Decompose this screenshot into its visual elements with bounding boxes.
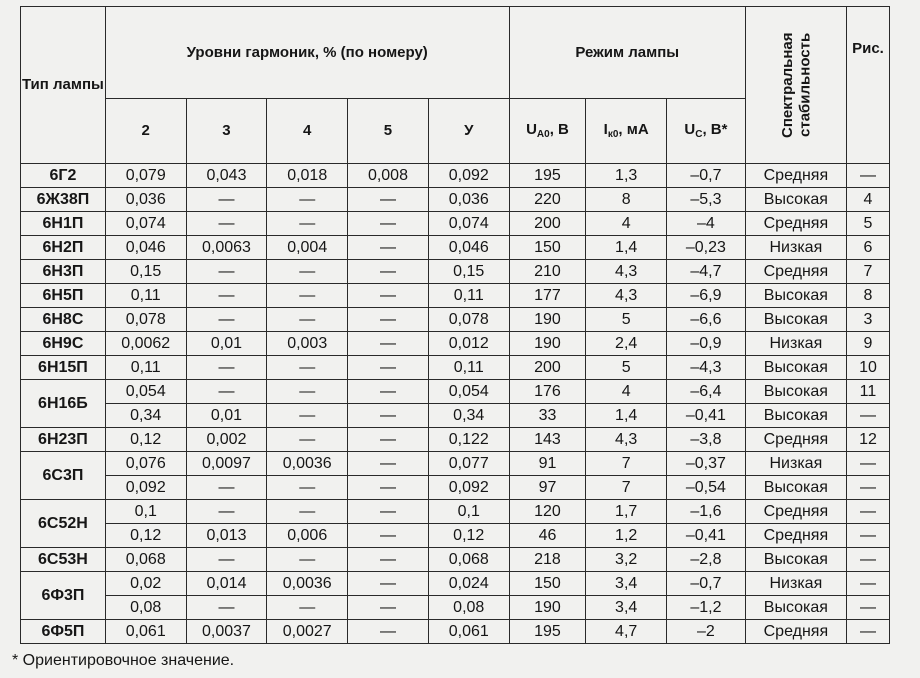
mode-header: Режим лампы bbox=[509, 7, 745, 99]
table-row bbox=[21, 404, 890, 428]
harmonic-col-header: 5 bbox=[348, 98, 429, 163]
grid-voltage-cell: –0,37 bbox=[667, 452, 746, 476]
harmonic-3-cell: — bbox=[186, 188, 267, 212]
lamp-type-cell: 6С53Н bbox=[21, 548, 106, 572]
harmonic-sum-cell: 0,078 bbox=[428, 308, 509, 332]
cathode-current-cell: 8 bbox=[586, 188, 667, 212]
cathode-current-cell: 4 bbox=[586, 380, 667, 404]
harmonic-2-cell: 0,046 bbox=[105, 236, 186, 260]
harmonic-2-cell: 0,11 bbox=[105, 284, 186, 308]
lamp-type-cell: 6С52Н bbox=[21, 500, 106, 548]
harmonic-2-cell: 0,061 bbox=[105, 620, 186, 644]
harmonic-sum-cell: 0,074 bbox=[428, 212, 509, 236]
figure-cell: — bbox=[846, 572, 889, 596]
harmonic-3-cell: 0,013 bbox=[186, 524, 267, 548]
grid-voltage-cell: –3,8 bbox=[667, 428, 746, 452]
harmonic-3-cell: — bbox=[186, 284, 267, 308]
lamp-type-cell: 6Ф3П bbox=[21, 572, 106, 620]
harmonic-3-cell: — bbox=[186, 308, 267, 332]
table-row bbox=[21, 236, 890, 260]
anode-voltage-cell: 97 bbox=[509, 476, 586, 500]
harmonic-4-cell: 0,003 bbox=[267, 332, 348, 356]
grid-voltage-cell: –4 bbox=[667, 212, 746, 236]
harmonic-5-cell: — bbox=[348, 452, 429, 476]
anode-voltage-cell: 210 bbox=[509, 260, 586, 284]
anode-voltage-cell: 120 bbox=[509, 500, 586, 524]
cathode-current-cell: 4,3 bbox=[586, 428, 667, 452]
harmonic-sum-cell: 0,15 bbox=[428, 260, 509, 284]
harmonic-3-cell: — bbox=[186, 548, 267, 572]
lamp-type-cell: 6С3П bbox=[21, 452, 106, 500]
harmonic-4-cell: — bbox=[267, 380, 348, 404]
harmonic-sum-cell: 0,11 bbox=[428, 356, 509, 380]
figure-cell: 6 bbox=[846, 236, 889, 260]
anode-voltage-cell: 190 bbox=[509, 332, 586, 356]
figure-cell: — bbox=[846, 596, 889, 620]
grid-voltage-header: $U_C$, В* bbox=[667, 98, 746, 163]
stability-cell: Средняя bbox=[745, 428, 846, 452]
harmonic-2-cell: 0,12 bbox=[105, 428, 186, 452]
figure-cell: — bbox=[846, 524, 889, 548]
anode-voltage-cell: 190 bbox=[509, 308, 586, 332]
stability-cell: Высокая bbox=[745, 308, 846, 332]
anode-voltage-cell: 176 bbox=[509, 380, 586, 404]
harmonic-3-cell: — bbox=[186, 596, 267, 620]
anode-voltage-cell: 200 bbox=[509, 356, 586, 380]
harmonic-3-cell: — bbox=[186, 380, 267, 404]
harmonic-sum-cell: 0,046 bbox=[428, 236, 509, 260]
table-row bbox=[21, 164, 890, 188]
harmonic-2-cell: 0,054 bbox=[105, 380, 186, 404]
harmonic-4-cell: — bbox=[267, 356, 348, 380]
figure-cell: — bbox=[846, 620, 889, 644]
table-row bbox=[21, 332, 890, 356]
table-row bbox=[21, 572, 890, 596]
harmonic-2-cell: 0,092 bbox=[105, 476, 186, 500]
harmonic-sum-cell: 0,12 bbox=[428, 524, 509, 548]
harmonic-2-cell: 0,076 bbox=[105, 452, 186, 476]
lamp-type-cell: 6Г2 bbox=[21, 164, 106, 188]
harmonic-col-header: 4 bbox=[267, 98, 348, 163]
harmonic-3-cell: 0,01 bbox=[186, 404, 267, 428]
harmonic-sum-cell: 0,054 bbox=[428, 380, 509, 404]
harmonic-sum-cell: 0,068 bbox=[428, 548, 509, 572]
harmonic-3-cell: 0,0097 bbox=[186, 452, 267, 476]
harmonic-2-cell: 0,036 bbox=[105, 188, 186, 212]
harmonic-2-cell: 0,02 bbox=[105, 572, 186, 596]
table-row bbox=[21, 308, 890, 332]
figure-cell: — bbox=[846, 164, 889, 188]
harmonic-sum-cell: 0,092 bbox=[428, 164, 509, 188]
lamp-type-cell: 6Н23П bbox=[21, 428, 106, 452]
grid-voltage-cell: –0,23 bbox=[667, 236, 746, 260]
stability-cell: Средняя bbox=[745, 524, 846, 548]
harmonic-4-cell: — bbox=[267, 428, 348, 452]
harmonic-sum-cell: 0,012 bbox=[428, 332, 509, 356]
harmonic-3-cell: 0,002 bbox=[186, 428, 267, 452]
grid-voltage-cell: –0,54 bbox=[667, 476, 746, 500]
harmonic-4-cell: — bbox=[267, 500, 348, 524]
lamp-type-cell: 6Ж38П bbox=[21, 188, 106, 212]
harmonic-3-cell: — bbox=[186, 356, 267, 380]
grid-voltage-cell: –0,7 bbox=[667, 164, 746, 188]
lamp-type-cell: 6Н1П bbox=[21, 212, 106, 236]
harmonic-2-cell: 0,15 bbox=[105, 260, 186, 284]
anode-voltage-cell: 177 bbox=[509, 284, 586, 308]
figure-cell: 5 bbox=[846, 212, 889, 236]
harmonic-5-cell: — bbox=[348, 500, 429, 524]
anode-voltage-header: $U_{A0}$, В bbox=[509, 98, 586, 163]
harmonic-2-cell: 0,0062 bbox=[105, 332, 186, 356]
harmonic-2-cell: 0,079 bbox=[105, 164, 186, 188]
anode-voltage-cell: 91 bbox=[509, 452, 586, 476]
grid-voltage-cell: –6,9 bbox=[667, 284, 746, 308]
figure-cell: 4 bbox=[846, 188, 889, 212]
stability-header: Спектральная стабильность bbox=[745, 7, 846, 164]
harmonic-5-cell: — bbox=[348, 308, 429, 332]
lamp-type-cell: 6Н2П bbox=[21, 236, 106, 260]
cathode-current-header: $I_{к0}$, мА bbox=[586, 98, 667, 163]
harmonic-col-header: 3 bbox=[186, 98, 267, 163]
stability-cell: Низкая bbox=[745, 452, 846, 476]
grid-voltage-cell: –1,6 bbox=[667, 500, 746, 524]
table-body bbox=[21, 164, 890, 644]
grid-voltage-cell: –2,8 bbox=[667, 548, 746, 572]
stability-cell: Средняя bbox=[745, 164, 846, 188]
harmonic-3-cell: 0,0037 bbox=[186, 620, 267, 644]
figure-cell: — bbox=[846, 476, 889, 500]
harmonic-3-cell: 0,01 bbox=[186, 332, 267, 356]
lamp-type-cell: 6Н9С bbox=[21, 332, 106, 356]
harmonic-4-cell: 0,018 bbox=[267, 164, 348, 188]
stability-cell: Средняя bbox=[745, 212, 846, 236]
harmonic-4-cell: — bbox=[267, 284, 348, 308]
table-row bbox=[21, 284, 890, 308]
harmonic-5-cell: — bbox=[348, 572, 429, 596]
harmonic-sum-cell: 0,061 bbox=[428, 620, 509, 644]
cathode-current-cell: 4 bbox=[586, 212, 667, 236]
figure-cell: 3 bbox=[846, 308, 889, 332]
table-row bbox=[21, 212, 890, 236]
harmonic-5-cell: — bbox=[348, 620, 429, 644]
cathode-current-cell: 7 bbox=[586, 452, 667, 476]
harmonic-4-cell: — bbox=[267, 596, 348, 620]
cathode-current-cell: 1,3 bbox=[586, 164, 667, 188]
harmonic-3-cell: — bbox=[186, 476, 267, 500]
harmonic-2-cell: 0,12 bbox=[105, 524, 186, 548]
harmonic-4-cell: 0,0036 bbox=[267, 452, 348, 476]
lamp-harmonics-table bbox=[20, 6, 890, 644]
harmonic-3-cell: 0,014 bbox=[186, 572, 267, 596]
anode-voltage-cell: 218 bbox=[509, 548, 586, 572]
harmonic-3-cell: 0,0063 bbox=[186, 236, 267, 260]
harmonic-5-cell: — bbox=[348, 356, 429, 380]
harmonic-sum-cell: 0,1 bbox=[428, 500, 509, 524]
harmonic-5-cell: — bbox=[348, 236, 429, 260]
grid-voltage-cell: –6,6 bbox=[667, 308, 746, 332]
cathode-current-cell: 3,4 bbox=[586, 572, 667, 596]
stability-cell: Высокая bbox=[745, 380, 846, 404]
harmonic-4-cell: — bbox=[267, 212, 348, 236]
harmonic-col-header: 2 bbox=[105, 98, 186, 163]
figure-cell: 12 bbox=[846, 428, 889, 452]
figure-cell: — bbox=[846, 404, 889, 428]
anode-voltage-cell: 33 bbox=[509, 404, 586, 428]
harmonic-4-cell: 0,004 bbox=[267, 236, 348, 260]
grid-voltage-cell: –0,41 bbox=[667, 524, 746, 548]
harmonic-5-cell: — bbox=[348, 188, 429, 212]
harmonic-sum-cell: 0,34 bbox=[428, 404, 509, 428]
lamp-type-cell: 6Ф5П bbox=[21, 620, 106, 644]
lamp-type-cell: 6Н5П bbox=[21, 284, 106, 308]
harmonic-5-cell: 0,008 bbox=[348, 164, 429, 188]
anode-voltage-cell: 195 bbox=[509, 620, 586, 644]
figure-cell: 9 bbox=[846, 332, 889, 356]
anode-voltage-cell: 150 bbox=[509, 572, 586, 596]
harmonic-2-cell: 0,1 bbox=[105, 500, 186, 524]
cathode-current-cell: 4,7 bbox=[586, 620, 667, 644]
table-row bbox=[21, 620, 890, 644]
figure-cell: 7 bbox=[846, 260, 889, 284]
table-row bbox=[21, 476, 890, 500]
harmonic-4-cell: 0,0036 bbox=[267, 572, 348, 596]
grid-voltage-cell: –1,2 bbox=[667, 596, 746, 620]
harmonic-2-cell: 0,34 bbox=[105, 404, 186, 428]
harmonic-5-cell: — bbox=[348, 524, 429, 548]
harmonic-sum-cell: 0,11 bbox=[428, 284, 509, 308]
harmonic-5-cell: — bbox=[348, 212, 429, 236]
table-row bbox=[21, 524, 890, 548]
table-row bbox=[21, 356, 890, 380]
grid-voltage-cell: –2 bbox=[667, 620, 746, 644]
lamp-type-cell: 6Н3П bbox=[21, 260, 106, 284]
stability-cell: Высокая bbox=[745, 596, 846, 620]
figure-cell: — bbox=[846, 452, 889, 476]
stability-cell: Средняя bbox=[745, 260, 846, 284]
harmonic-5-cell: — bbox=[348, 260, 429, 284]
harmonic-4-cell: 0,006 bbox=[267, 524, 348, 548]
harmonic-4-cell: — bbox=[267, 548, 348, 572]
harmonic-sum-cell: 0,036 bbox=[428, 188, 509, 212]
grid-voltage-cell: –6,4 bbox=[667, 380, 746, 404]
figure-header: Рис. bbox=[846, 7, 889, 164]
stability-cell: Высокая bbox=[745, 188, 846, 212]
harmonic-5-cell: — bbox=[348, 332, 429, 356]
anode-voltage-cell: 200 bbox=[509, 212, 586, 236]
cathode-current-cell: 2,4 bbox=[586, 332, 667, 356]
cathode-current-cell: 1,4 bbox=[586, 236, 667, 260]
table-row bbox=[21, 548, 890, 572]
cathode-current-cell: 7 bbox=[586, 476, 667, 500]
table-row bbox=[21, 500, 890, 524]
harmonic-5-cell: — bbox=[348, 284, 429, 308]
anode-voltage-cell: 46 bbox=[509, 524, 586, 548]
table-row bbox=[21, 428, 890, 452]
footnote: * Ориентировочное значение. bbox=[12, 652, 235, 669]
harmonic-3-cell: — bbox=[186, 212, 267, 236]
harmonic-4-cell: — bbox=[267, 188, 348, 212]
stability-cell: Низкая bbox=[745, 572, 846, 596]
harmonic-3-cell: — bbox=[186, 500, 267, 524]
stability-cell: Высокая bbox=[745, 404, 846, 428]
cathode-current-cell: 1,2 bbox=[586, 524, 667, 548]
stability-cell: Высокая bbox=[745, 548, 846, 572]
anode-voltage-cell: 190 bbox=[509, 596, 586, 620]
harmonic-3-cell: — bbox=[186, 260, 267, 284]
figure-cell: 10 bbox=[846, 356, 889, 380]
table-row bbox=[21, 380, 890, 404]
harmonic-4-cell: — bbox=[267, 308, 348, 332]
harmonic-2-cell: 0,08 bbox=[105, 596, 186, 620]
harmonic-2-cell: 0,074 bbox=[105, 212, 186, 236]
header-row-top bbox=[21, 7, 890, 99]
harmonic-4-cell: — bbox=[267, 260, 348, 284]
figure-cell: — bbox=[846, 548, 889, 572]
lamp-type-cell: 6Н8С bbox=[21, 308, 106, 332]
harmonic-4-cell: — bbox=[267, 476, 348, 500]
harmonic-2-cell: 0,068 bbox=[105, 548, 186, 572]
harmonic-2-cell: 0,078 bbox=[105, 308, 186, 332]
lamp-type-cell: 6Н15П bbox=[21, 356, 106, 380]
stability-cell: Средняя bbox=[745, 620, 846, 644]
harmonic-col-header: У bbox=[428, 98, 509, 163]
cathode-current-cell: 3,2 bbox=[586, 548, 667, 572]
type-header: Тип лампы bbox=[21, 7, 106, 164]
harmonic-5-cell: — bbox=[348, 548, 429, 572]
stability-cell: Низкая bbox=[745, 332, 846, 356]
grid-voltage-cell: –0,9 bbox=[667, 332, 746, 356]
anode-voltage-cell: 150 bbox=[509, 236, 586, 260]
harmonic-5-cell: — bbox=[348, 596, 429, 620]
harmonic-5-cell: — bbox=[348, 476, 429, 500]
figure-cell: — bbox=[846, 500, 889, 524]
cathode-current-cell: 4,3 bbox=[586, 284, 667, 308]
harmonic-5-cell: — bbox=[348, 428, 429, 452]
stability-cell: Высокая bbox=[745, 284, 846, 308]
harmonic-sum-cell: 0,024 bbox=[428, 572, 509, 596]
table-row bbox=[21, 260, 890, 284]
anode-voltage-cell: 195 bbox=[509, 164, 586, 188]
cathode-current-cell: 1,7 bbox=[586, 500, 667, 524]
cathode-current-cell: 5 bbox=[586, 308, 667, 332]
cathode-current-cell: 1,4 bbox=[586, 404, 667, 428]
anode-voltage-cell: 143 bbox=[509, 428, 586, 452]
stability-cell: Высокая bbox=[745, 476, 846, 500]
table-row bbox=[21, 596, 890, 620]
harmonic-5-cell: — bbox=[348, 404, 429, 428]
lamp-type-cell: 6Н16Б bbox=[21, 380, 106, 428]
grid-voltage-cell: –5,3 bbox=[667, 188, 746, 212]
harmonic-4-cell: 0,0027 bbox=[267, 620, 348, 644]
harmonic-sum-cell: 0,077 bbox=[428, 452, 509, 476]
figure-cell: 8 bbox=[846, 284, 889, 308]
grid-voltage-cell: –4,7 bbox=[667, 260, 746, 284]
harmonic-5-cell: — bbox=[348, 380, 429, 404]
grid-voltage-cell: –0,41 bbox=[667, 404, 746, 428]
harmonic-4-cell: — bbox=[267, 404, 348, 428]
stability-cell: Средняя bbox=[745, 500, 846, 524]
cathode-current-cell: 3,4 bbox=[586, 596, 667, 620]
grid-voltage-cell: –0,7 bbox=[667, 572, 746, 596]
stability-cell: Высокая bbox=[745, 356, 846, 380]
anode-voltage-cell: 220 bbox=[509, 188, 586, 212]
grid-voltage-cell: –4,3 bbox=[667, 356, 746, 380]
cathode-current-cell: 5 bbox=[586, 356, 667, 380]
harmonic-sum-cell: 0,092 bbox=[428, 476, 509, 500]
harmonic-2-cell: 0,11 bbox=[105, 356, 186, 380]
harmonic-sum-cell: 0,122 bbox=[428, 428, 509, 452]
table-row bbox=[21, 188, 890, 212]
harmonic-3-cell: 0,043 bbox=[186, 164, 267, 188]
cathode-current-cell: 4,3 bbox=[586, 260, 667, 284]
harmonics-header: Уровни гармоник, % (по номеру) bbox=[105, 7, 509, 99]
harmonic-sum-cell: 0,08 bbox=[428, 596, 509, 620]
table-row bbox=[21, 452, 890, 476]
figure-cell: 11 bbox=[846, 380, 889, 404]
stability-cell: Низкая bbox=[745, 236, 846, 260]
